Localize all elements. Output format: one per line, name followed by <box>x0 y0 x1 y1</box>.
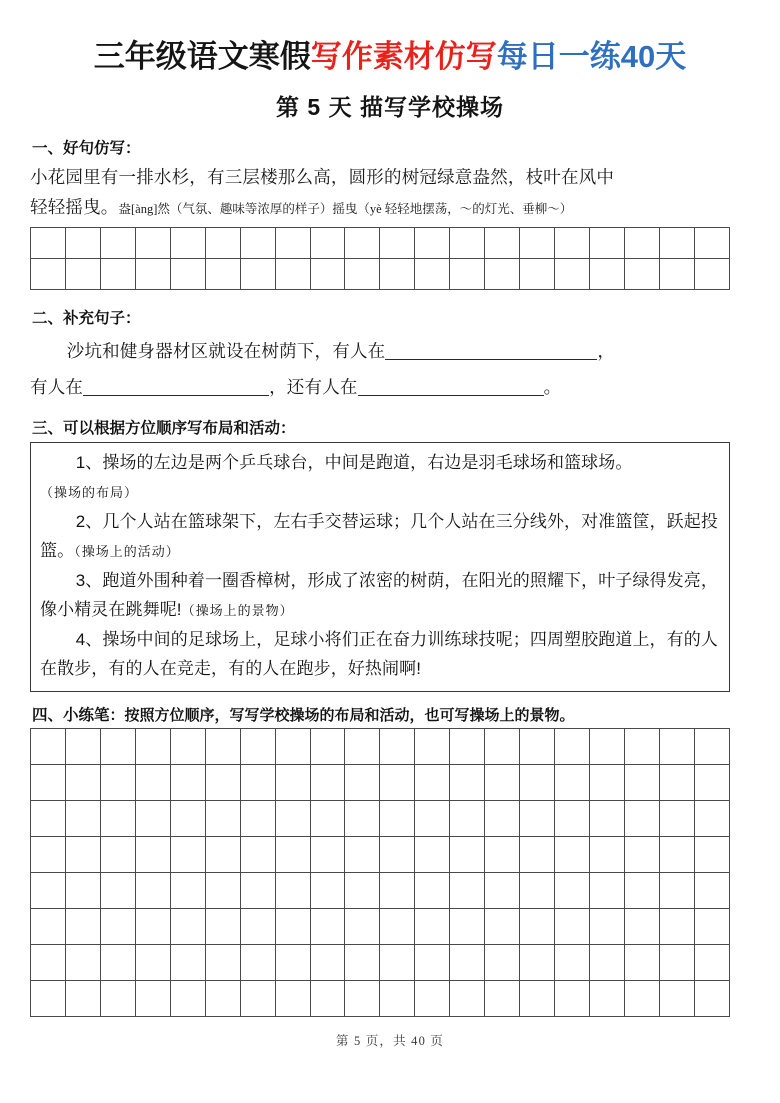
grid-cell[interactable] <box>694 944 729 980</box>
grid-cell[interactable] <box>694 728 729 764</box>
grid-cell[interactable] <box>345 764 380 800</box>
grid-cell[interactable] <box>450 728 485 764</box>
grid-cell[interactable] <box>555 728 590 764</box>
section-3-item-text: 3、跑道外围种着一圈香樟树，形成了浓密的树荫，在阳光的照耀下，叶子绿得发亮，像小精灵在跳舞呢! <box>40 570 718 619</box>
grid-cell[interactable] <box>240 908 275 944</box>
grid-cell[interactable] <box>415 908 450 944</box>
grid-cell[interactable] <box>590 980 625 1016</box>
grid-cell[interactable] <box>240 800 275 836</box>
grid-cell[interactable] <box>275 908 310 944</box>
grid-cell[interactable] <box>31 908 66 944</box>
grid-cell[interactable] <box>310 800 345 836</box>
grid-cell[interactable] <box>555 908 590 944</box>
grid-cell[interactable] <box>659 836 694 872</box>
grid-cell[interactable] <box>555 764 590 800</box>
grid-cell[interactable] <box>100 258 135 289</box>
grid-cell[interactable] <box>65 764 100 800</box>
grid-cell[interactable] <box>485 764 520 800</box>
grid-cell[interactable] <box>65 800 100 836</box>
grid-cell[interactable] <box>205 980 240 1016</box>
grid-cell[interactable] <box>170 836 205 872</box>
grid-cell[interactable] <box>100 980 135 1016</box>
grid-cell[interactable] <box>555 836 590 872</box>
grid-cell[interactable] <box>135 836 170 872</box>
fill-in-blank-3[interactable] <box>358 377 544 396</box>
grid-cell[interactable] <box>31 728 66 764</box>
grid-cell[interactable] <box>450 800 485 836</box>
grid-cell[interactable] <box>624 908 659 944</box>
section-1-character-grid[interactable] <box>30 227 730 290</box>
grid-cell[interactable] <box>590 872 625 908</box>
grid-cell[interactable] <box>590 944 625 980</box>
grid-cell[interactable] <box>31 980 66 1016</box>
section-1-annotation: 盎[àng]然（气氛、趣味等浓厚的样子）摇曳（yè 轻轻地摆荡，～的灯光、垂柳～） <box>118 201 573 216</box>
section-1-heading: 一、好句仿写： <box>32 139 141 157</box>
grid-cell[interactable] <box>485 227 520 258</box>
grid-row <box>31 728 730 764</box>
grid-cell[interactable] <box>624 227 659 258</box>
grid-cell[interactable] <box>170 728 205 764</box>
grid-cell[interactable] <box>31 764 66 800</box>
grid-cell[interactable] <box>694 908 729 944</box>
grid-cell[interactable] <box>659 800 694 836</box>
fill-in-blank-2[interactable] <box>83 377 269 396</box>
grid-cell[interactable] <box>310 764 345 800</box>
section-1-sentence-line-2 <box>30 192 750 224</box>
section-3-item-tag: （操场上的景物） <box>181 602 294 618</box>
section-4-heading <box>30 703 750 725</box>
grid-cell[interactable] <box>450 908 485 944</box>
grid-cell[interactable] <box>31 872 66 908</box>
grid-cell[interactable] <box>450 764 485 800</box>
grid-cell[interactable] <box>415 836 450 872</box>
grid-row <box>31 980 730 1016</box>
grid-cell[interactable] <box>345 980 380 1016</box>
grid-cell[interactable] <box>659 944 694 980</box>
grid-cell[interactable] <box>310 728 345 764</box>
grid-cell[interactable] <box>555 227 590 258</box>
grid-cell[interactable] <box>520 258 555 289</box>
grid-cell[interactable] <box>65 908 100 944</box>
title-segment-black: 三年级语文寒假 <box>93 39 311 74</box>
section-3-heading: 三、可以根据方位顺序写布局和活动： <box>32 419 296 437</box>
grid-cell[interactable] <box>485 728 520 764</box>
grid-cell[interactable] <box>240 728 275 764</box>
grid-cell[interactable] <box>170 227 205 258</box>
grid-cell[interactable] <box>624 944 659 980</box>
grid-cell[interactable] <box>205 800 240 836</box>
grid-cell[interactable] <box>100 764 135 800</box>
grid-cell[interactable] <box>310 227 345 258</box>
grid-cell[interactable] <box>310 836 345 872</box>
grid-cell[interactable] <box>450 980 485 1016</box>
section-1-sentence-tail: 轻轻摇曳。 <box>30 196 119 217</box>
grid-cell[interactable] <box>65 872 100 908</box>
grid-cell[interactable] <box>205 836 240 872</box>
section-2-line-2-text-a: 有人在 <box>30 376 84 397</box>
grid-cell[interactable] <box>485 836 520 872</box>
section-4-heading-label: 四、小练笔 <box>32 706 110 724</box>
grid-cell[interactable] <box>380 227 415 258</box>
grid-cell[interactable] <box>520 764 555 800</box>
grid-cell[interactable] <box>240 872 275 908</box>
grid-cell[interactable] <box>555 872 590 908</box>
section-1-sentence-line-1: 小花园里有一排水杉，有三层楼那么高，圆形的树冠绿意盎然，枝叶在风中 <box>30 166 615 187</box>
grid-cell[interactable] <box>624 980 659 1016</box>
grid-cell[interactable] <box>170 980 205 1016</box>
grid-cell[interactable] <box>590 764 625 800</box>
grid-cell[interactable] <box>205 908 240 944</box>
grid-row <box>31 944 730 980</box>
section-3-item-text: 1、操场的左边是两个乒乓球台，中间是跑道，右边是羽毛球场和篮球场。 <box>75 452 633 472</box>
grid-cell[interactable] <box>345 836 380 872</box>
grid-cell[interactable] <box>694 800 729 836</box>
grid-cell[interactable] <box>624 836 659 872</box>
grid-cell[interactable] <box>240 764 275 800</box>
grid-cell[interactable] <box>555 980 590 1016</box>
grid-cell[interactable] <box>450 836 485 872</box>
grid-cell[interactable] <box>694 980 729 1016</box>
grid-cell[interactable] <box>135 908 170 944</box>
grid-cell[interactable] <box>275 944 310 980</box>
grid-cell[interactable] <box>205 728 240 764</box>
section-3-item-tag: （操场的布局） <box>40 484 139 500</box>
grid-cell[interactable] <box>310 258 345 289</box>
grid-cell[interactable] <box>520 944 555 980</box>
section-2-line-2-punct: 。 <box>543 376 562 397</box>
grid-cell[interactable] <box>170 908 205 944</box>
grid-cell[interactable] <box>590 258 625 289</box>
grid-cell[interactable] <box>275 800 310 836</box>
grid-cell[interactable] <box>135 728 170 764</box>
day-subtitle: 第 5 天 描写学校操场 <box>276 93 504 120</box>
grid-cell[interactable] <box>275 728 310 764</box>
grid-cell[interactable] <box>415 872 450 908</box>
grid-cell[interactable] <box>170 764 205 800</box>
grid-cell[interactable] <box>624 258 659 289</box>
grid-cell[interactable] <box>415 800 450 836</box>
title-segment-blue: 每日一练40天 <box>496 39 687 74</box>
grid-cell[interactable] <box>485 800 520 836</box>
page-title <box>0 0 780 77</box>
grid-cell[interactable] <box>345 800 380 836</box>
grid-cell[interactable] <box>659 258 694 289</box>
grid-cell[interactable] <box>659 872 694 908</box>
grid-cell[interactable] <box>380 980 415 1016</box>
section-3-box <box>30 442 730 692</box>
grid-cell[interactable] <box>65 227 100 258</box>
grid-cell[interactable] <box>345 944 380 980</box>
grid-cell[interactable] <box>450 258 485 289</box>
grid-cell[interactable] <box>555 258 590 289</box>
fill-in-blank-1[interactable] <box>385 341 597 360</box>
grid-cell[interactable] <box>240 944 275 980</box>
grid-cell[interactable] <box>520 728 555 764</box>
grid-cell[interactable] <box>310 944 345 980</box>
grid-cell[interactable] <box>240 836 275 872</box>
grid-cell[interactable] <box>100 908 135 944</box>
grid-cell[interactable] <box>415 258 450 289</box>
section-3-item <box>40 566 720 625</box>
grid-cell[interactable] <box>520 227 555 258</box>
grid-cell[interactable] <box>485 908 520 944</box>
section-3-item <box>40 507 720 566</box>
grid-cell[interactable] <box>65 836 100 872</box>
grid-cell[interactable] <box>65 944 100 980</box>
grid-cell[interactable] <box>205 764 240 800</box>
grid-cell[interactable] <box>31 800 66 836</box>
grid-cell[interactable] <box>450 944 485 980</box>
grid-cell[interactable] <box>415 764 450 800</box>
grid-cell[interactable] <box>694 872 729 908</box>
page-footer: 第 5 页，共 40 页 <box>335 1033 445 1048</box>
grid-cell[interactable] <box>310 908 345 944</box>
grid-cell[interactable] <box>31 227 66 258</box>
grid-cell[interactable] <box>65 980 100 1016</box>
grid-cell[interactable] <box>310 872 345 908</box>
grid-cell[interactable] <box>275 764 310 800</box>
grid-body <box>31 227 730 289</box>
grid-cell[interactable] <box>694 836 729 872</box>
grid-cell[interactable] <box>170 258 205 289</box>
grid-cell[interactable] <box>135 872 170 908</box>
grid-cell[interactable] <box>380 836 415 872</box>
grid-row <box>31 908 730 944</box>
grid-cell[interactable] <box>659 980 694 1016</box>
grid-cell[interactable] <box>205 872 240 908</box>
grid-cell[interactable] <box>520 800 555 836</box>
grid-cell[interactable] <box>380 728 415 764</box>
grid-cell[interactable] <box>624 764 659 800</box>
grid-cell[interactable] <box>590 227 625 258</box>
worksheet-body <box>0 136 780 1049</box>
grid-cell[interactable] <box>310 980 345 1016</box>
grid-cell[interactable] <box>275 836 310 872</box>
grid-cell[interactable] <box>205 258 240 289</box>
grid-cell[interactable] <box>275 258 310 289</box>
grid-cell[interactable] <box>380 944 415 980</box>
grid-cell[interactable] <box>380 872 415 908</box>
section-3-item-tag: （操场上的活动） <box>74 543 180 559</box>
grid-cell[interactable] <box>275 227 310 258</box>
grid-cell[interactable] <box>694 227 729 258</box>
section-3-item-text: 2、几个人站在篮球架下，左右手交替运球；几个人站在三分线外，对准篮筐，跃起投篮。 <box>40 511 718 560</box>
grid-cell[interactable] <box>170 800 205 836</box>
grid-cell[interactable] <box>135 980 170 1016</box>
grid-cell[interactable] <box>659 908 694 944</box>
grid-body <box>31 728 730 1016</box>
grid-cell[interactable] <box>624 800 659 836</box>
grid-cell[interactable] <box>590 836 625 872</box>
section-2-line-1 <box>30 336 750 366</box>
section-4-heading-rest: ：按照方位顺序，写写学校操场的布局和活动，也可写操场上的景物。 <box>109 706 575 724</box>
grid-cell[interactable] <box>590 800 625 836</box>
section-3-item <box>40 448 720 507</box>
grid-cell[interactable] <box>100 872 135 908</box>
grid-cell[interactable] <box>590 908 625 944</box>
grid-cell[interactable] <box>415 980 450 1016</box>
grid-cell[interactable] <box>345 908 380 944</box>
section-2-line-1-punct: ， <box>597 340 616 361</box>
section-2-line-1-text: 沙坑和健身器材区就设在树荫下，有人在 <box>66 340 386 361</box>
grid-cell[interactable] <box>100 227 135 258</box>
grid-cell[interactable] <box>450 872 485 908</box>
grid-cell[interactable] <box>659 728 694 764</box>
grid-cell[interactable] <box>485 980 520 1016</box>
section-3-item <box>40 625 720 684</box>
grid-cell[interactable] <box>135 800 170 836</box>
grid-cell[interactable] <box>485 872 520 908</box>
grid-row <box>31 800 730 836</box>
grid-cell[interactable] <box>240 980 275 1016</box>
grid-cell[interactable] <box>240 227 275 258</box>
section-3-item-text: 4、操场中间的足球场上，足球小将们正在奋力训练球技呢；四周塑胶跑道上，有的人在散步，有的人在竞走，有的人在跑步，好热闹啊! <box>40 629 718 678</box>
grid-cell[interactable] <box>555 800 590 836</box>
grid-cell[interactable] <box>590 728 625 764</box>
grid-cell[interactable] <box>485 258 520 289</box>
grid-cell[interactable] <box>555 944 590 980</box>
grid-cell[interactable] <box>450 227 485 258</box>
grid-row <box>31 258 730 289</box>
grid-cell[interactable] <box>624 872 659 908</box>
grid-cell[interactable] <box>135 227 170 258</box>
grid-cell[interactable] <box>415 227 450 258</box>
grid-row <box>31 872 730 908</box>
grid-cell[interactable] <box>135 258 170 289</box>
grid-cell[interactable] <box>100 800 135 836</box>
grid-cell[interactable] <box>415 944 450 980</box>
grid-cell[interactable] <box>31 258 66 289</box>
grid-cell[interactable] <box>345 728 380 764</box>
grid-cell[interactable] <box>170 944 205 980</box>
grid-cell[interactable] <box>485 944 520 980</box>
grid-cell[interactable] <box>694 764 729 800</box>
grid-cell[interactable] <box>135 764 170 800</box>
grid-cell[interactable] <box>275 980 310 1016</box>
grid-cell[interactable] <box>694 258 729 289</box>
grid-cell[interactable] <box>520 872 555 908</box>
grid-cell[interactable] <box>624 728 659 764</box>
grid-cell[interactable] <box>100 728 135 764</box>
section-2-line-2 <box>30 372 750 402</box>
grid-cell[interactable] <box>380 908 415 944</box>
grid-cell[interactable] <box>380 764 415 800</box>
grid-cell[interactable] <box>100 836 135 872</box>
grid-row <box>31 227 730 258</box>
section-2-line-2-text-b: ，还有人在 <box>269 376 358 397</box>
grid-cell[interactable] <box>659 764 694 800</box>
grid-cell[interactable] <box>205 227 240 258</box>
grid-cell[interactable] <box>31 836 66 872</box>
grid-cell[interactable] <box>345 258 380 289</box>
grid-row <box>31 764 730 800</box>
grid-cell[interactable] <box>415 728 450 764</box>
section-4-character-grid[interactable] <box>30 728 730 1017</box>
grid-cell[interactable] <box>275 872 310 908</box>
grid-cell[interactable] <box>345 227 380 258</box>
grid-cell[interactable] <box>205 944 240 980</box>
grid-cell[interactable] <box>345 872 380 908</box>
grid-cell[interactable] <box>100 944 135 980</box>
grid-cell[interactable] <box>65 258 100 289</box>
title-segment-red: 写作素材仿写 <box>310 39 497 74</box>
grid-cell[interactable] <box>659 227 694 258</box>
grid-cell[interactable] <box>520 980 555 1016</box>
grid-cell[interactable] <box>135 944 170 980</box>
grid-cell[interactable] <box>380 800 415 836</box>
grid-cell[interactable] <box>240 258 275 289</box>
grid-cell[interactable] <box>170 872 205 908</box>
grid-cell[interactable] <box>520 836 555 872</box>
grid-cell[interactable] <box>380 258 415 289</box>
grid-row <box>31 836 730 872</box>
grid-cell[interactable] <box>65 728 100 764</box>
grid-cell[interactable] <box>520 908 555 944</box>
grid-cell[interactable] <box>31 944 66 980</box>
section-2-heading: 二、补充句子： <box>32 309 141 327</box>
